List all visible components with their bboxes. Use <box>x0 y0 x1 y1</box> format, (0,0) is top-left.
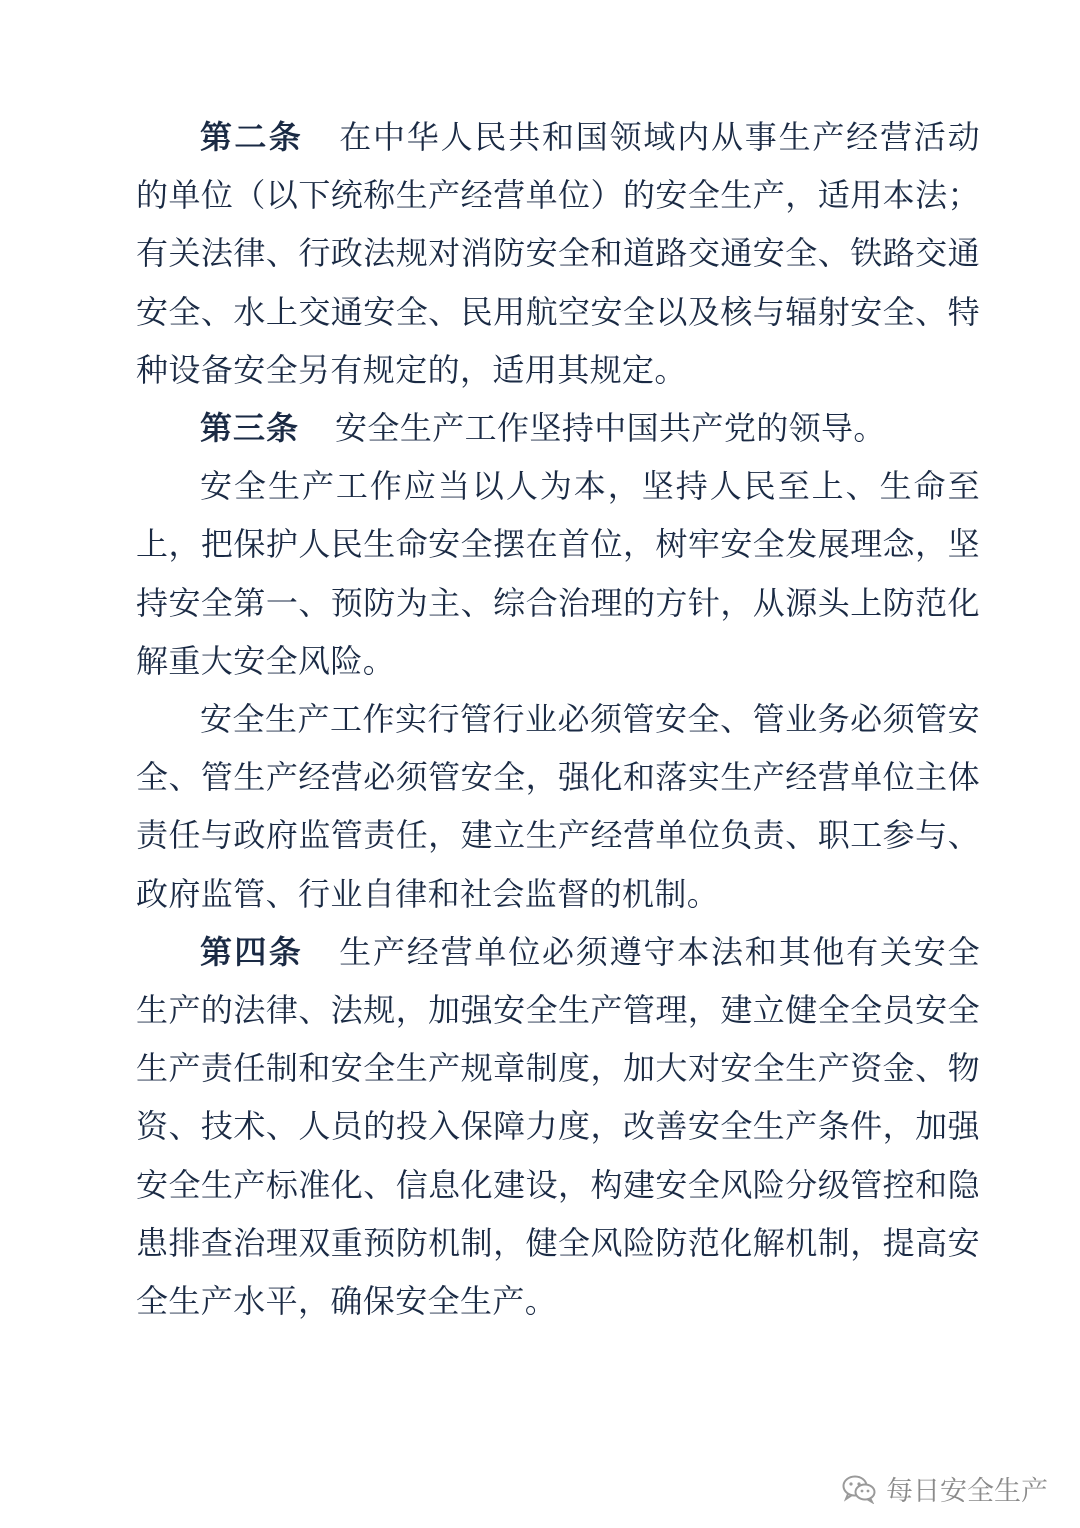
article-3-clause-2 <box>136 457 980 690</box>
article-label: 第二条 <box>200 118 304 156</box>
article-label: 第三条 <box>200 409 300 448</box>
article-4-paragraph <box>136 923 980 1330</box>
article-text: 在中华人民共和国领域内从事生产经营活动的单位（以下统称生产经营单位）的安全生产，适用本法；有关法律、行政法规对消防安全和道路交通安全、铁路交通安全、水上交通安全、民用航空安全以及核与辐射安全、特种设备安全另有规定的，适用其规定。 <box>136 118 980 389</box>
watermark-text: 每日安全生产 <box>886 1476 1048 1507</box>
article-text: 安全生产工作应当以人为本，坚持人民至上、生命至上，把保护人民生命安全摆在首位，树牢安全发展理念，坚持安全第一、预防为主、综合治理的方针，从源头上防范化解重大安全风险。 <box>136 467 980 680</box>
article-3-paragraph <box>136 399 980 457</box>
article-text: 安全生产工作坚持中国共产党的领导。 <box>335 409 886 448</box>
article-2-paragraph <box>136 108 980 399</box>
document-page <box>136 108 980 1330</box>
article-text: 生产经营单位必须遵守本法和其他有关安全生产的法律、法规，加强安全生产管理，建立健全全员安全生产责任制和安全生产规章制度，加大对安全生产资金、物资、技术、人员的投入保障力度，改善安全生产条件，加强安全生产标准化、信息化建设，构建安全风险分级管控和隐患排查治理双重预防机制，健全风险防范化解机制，提高安全生产水平，确保安全生产。 <box>136 932 980 1321</box>
watermark <box>842 1469 1048 1508</box>
article-label: 第四条 <box>200 932 304 971</box>
wechat-icon <box>842 1474 876 1504</box>
article-text: 安全生产工作实行管行业必须管安全、管业务必须管安全、管生产经营必须管安全，强化和落实生产经营单位主体责任与政府监管责任，建立生产经营单位负责、职工参与、政府监管、行业自律和社会监督的机制。 <box>136 700 980 913</box>
article-3-clause-3 <box>136 690 980 923</box>
